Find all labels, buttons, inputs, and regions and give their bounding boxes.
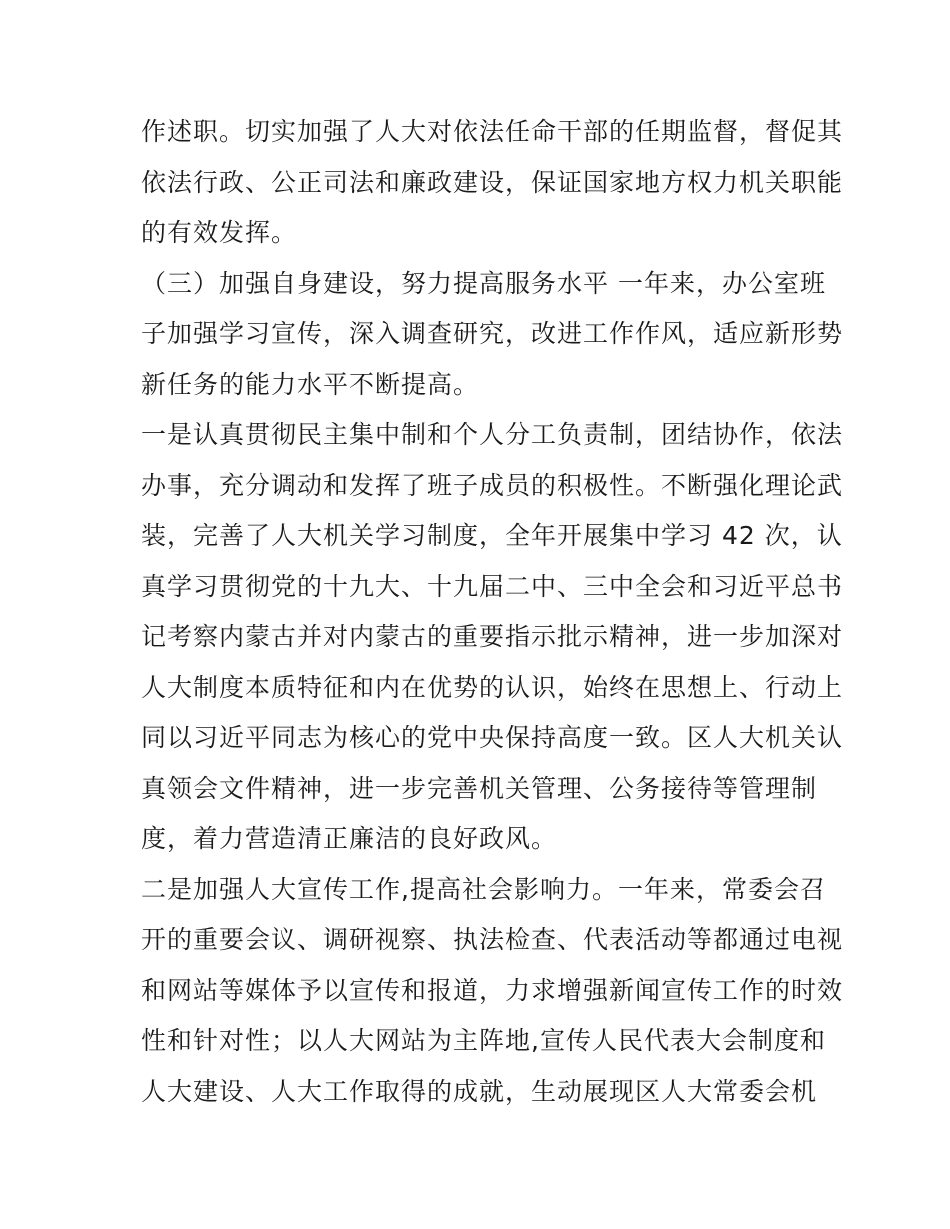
text-line: 同以习近平同志为核心的党中央保持高度一致。区人大机关认 bbox=[141, 723, 844, 752]
text-line: 人大建设、人大工作取得的成就，生动展现区人大常委会机 bbox=[141, 1076, 818, 1106]
text-line: 二是加强人大宣传工作,提高社会影响力。一年来，常委会召 bbox=[141, 874, 826, 904]
text-line: 真学习贯彻党的十九大、十九届二中、三中全会和习近平总书 bbox=[141, 571, 844, 601]
text-line: 作述职。切实加强了人大对依法任命干部的任期监督，督促其 bbox=[141, 117, 844, 146]
text-line: 度，着力营造清正廉洁的良好政风。 bbox=[141, 824, 558, 853]
text-line: 装，完善了人大机关学习制度，全年开展集中学习 42 次，认 bbox=[141, 521, 843, 550]
text-line: 性和针对性；以人大网站为主阵地,宣传人民代表大会制度和 bbox=[141, 1026, 826, 1055]
text-line: 办事，充分调动和发挥了班子成员的积极性。不断强化理论武 bbox=[141, 470, 844, 500]
text-line: 记考察内蒙古并对内蒙古的重要指示批示精神，进一步加深对 bbox=[141, 622, 844, 651]
text-line: 的有效发挥。 bbox=[141, 218, 298, 247]
section-heading-line: （三）加强自身建设，努力提高服务水平 一年来，办公室班 bbox=[141, 268, 826, 298]
text-line: 新任务的能力水平不断提高。 bbox=[141, 369, 480, 399]
text-line: 人大制度本质特征和内在优势的认识，始终在思想上、行动上 bbox=[141, 672, 844, 702]
text-line: 子加强学习宣传，深入调查研究，改进工作作风，适应新形势 bbox=[141, 319, 844, 348]
text-line: 一是认真贯彻民主集中制和个人分工负责制，团结协作，依法 bbox=[141, 420, 844, 449]
text-line: 真领会文件精神，进一步完善机关管理、公务接待等管理制 bbox=[141, 773, 818, 803]
document-body bbox=[141, 107, 844, 1117]
text-line: 依法行政、公正司法和廉政建设，保证国家地方权力机关职能 bbox=[141, 167, 844, 197]
text-line: 开的重要会议、调研视察、执法检查、代表活动等都通过电视 bbox=[141, 925, 844, 954]
text-line: 和网站等媒体予以宣传和报道，力求增强新闻宣传工作的时效 bbox=[141, 975, 844, 1005]
